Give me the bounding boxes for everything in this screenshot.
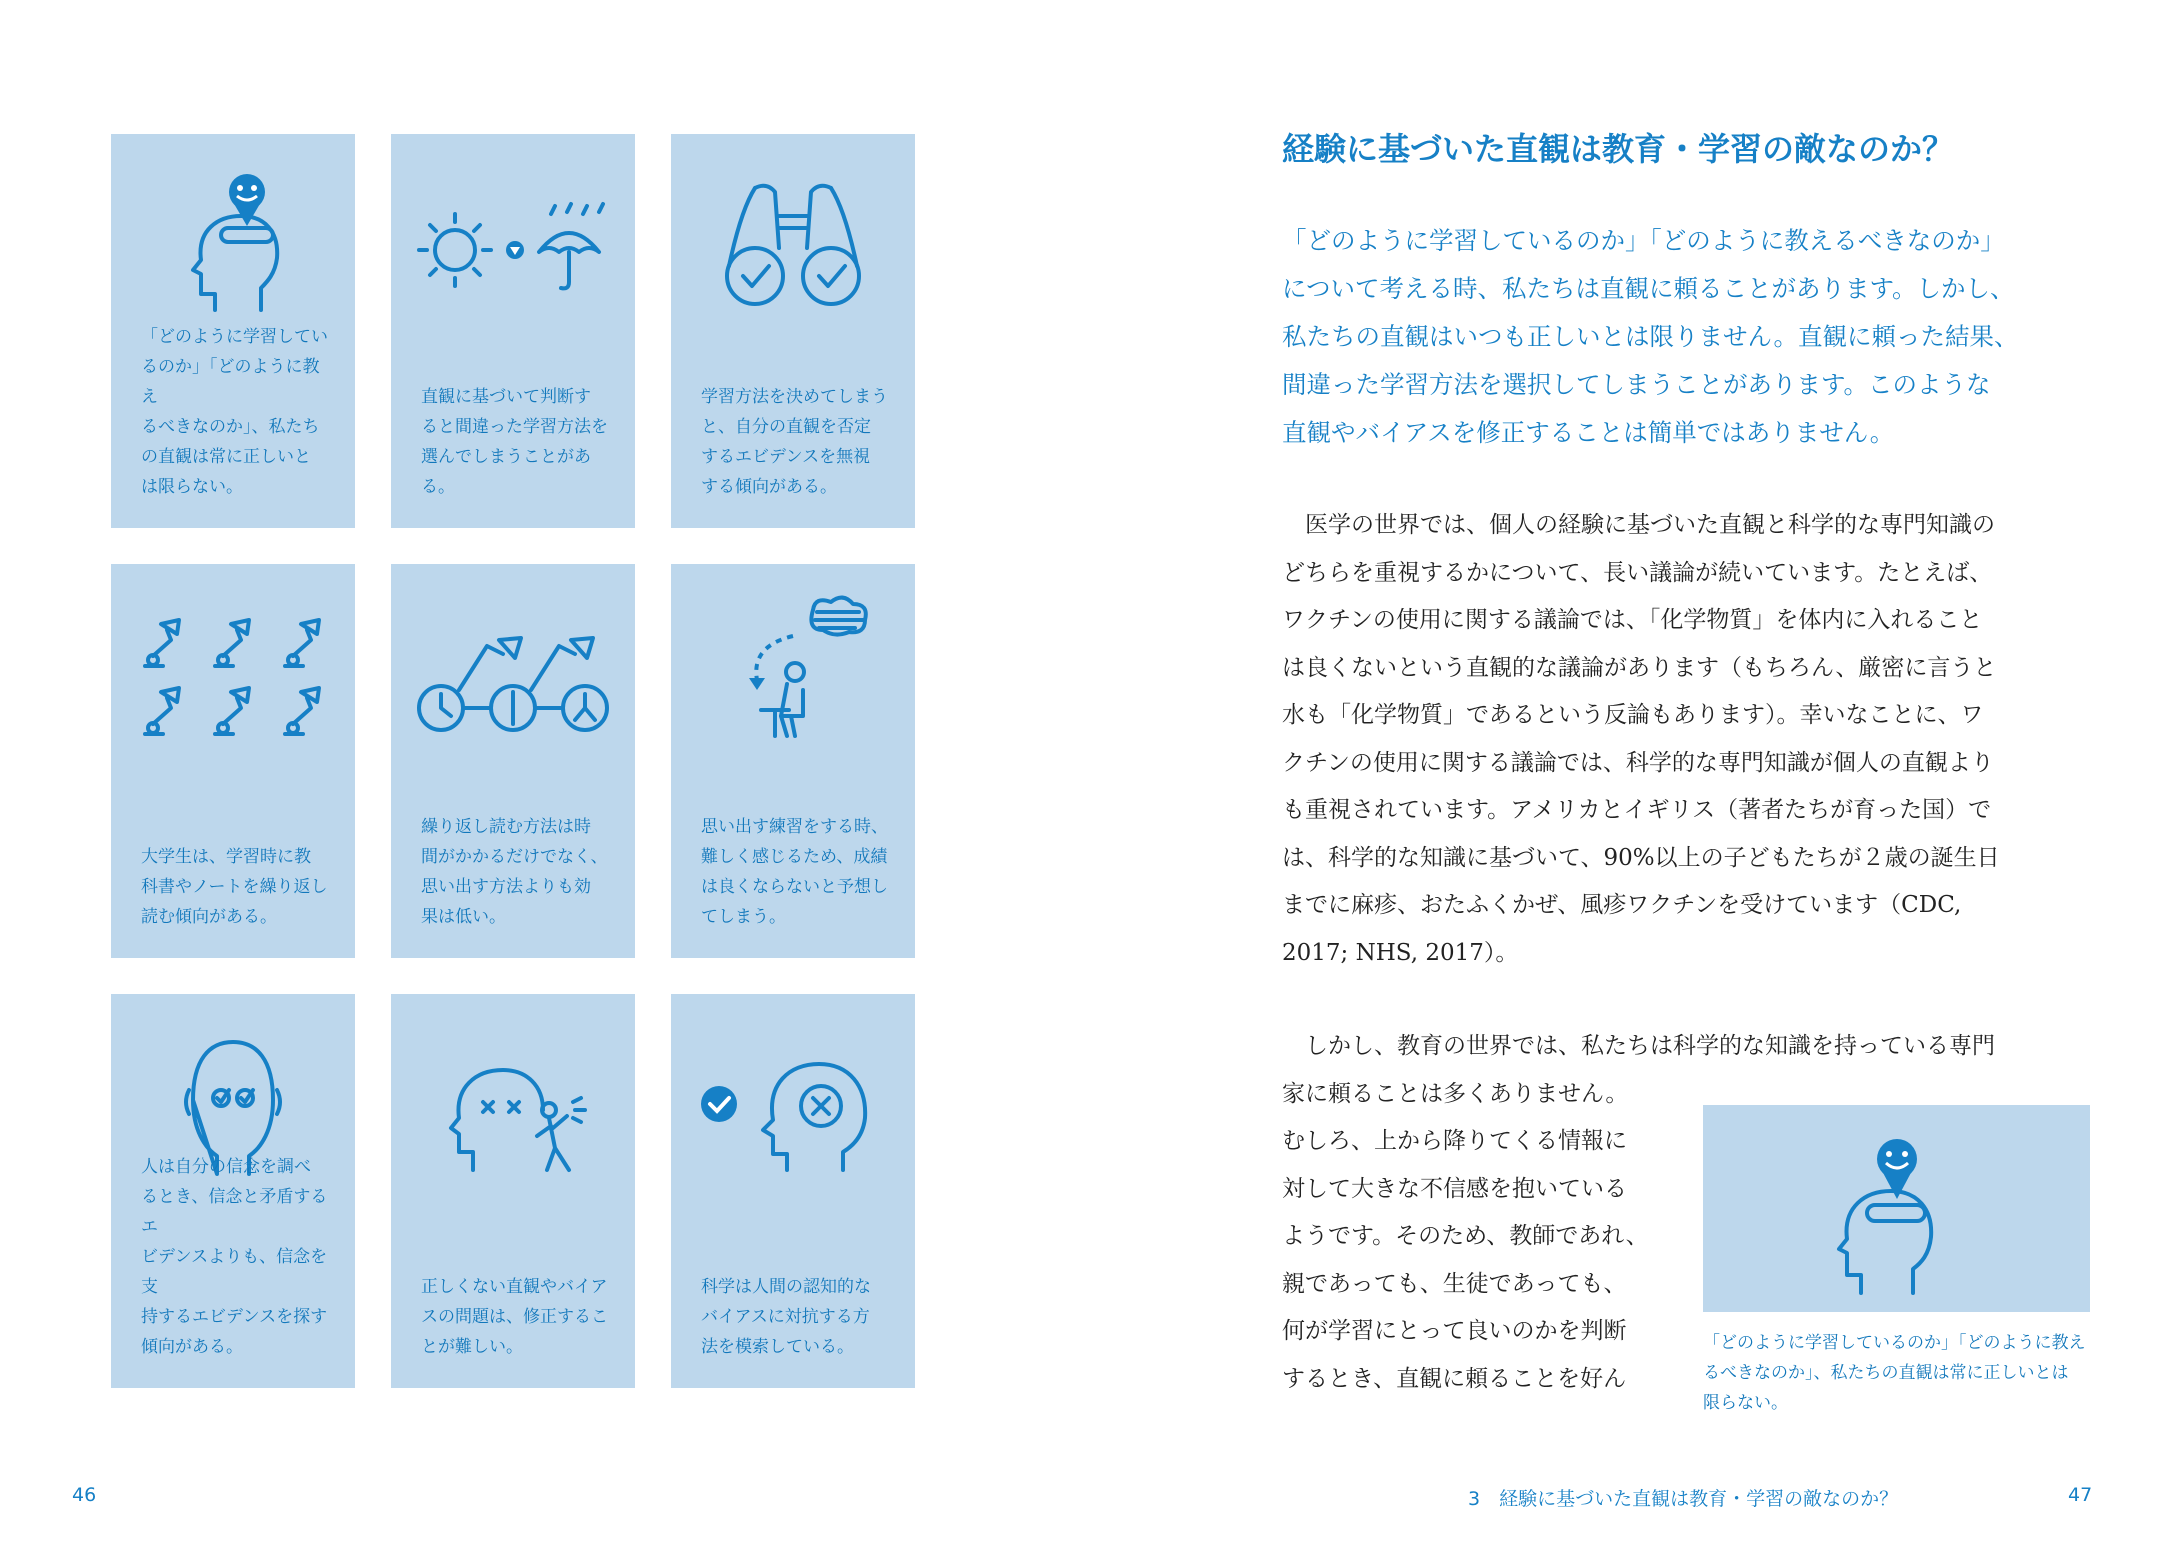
card-6	[671, 564, 915, 958]
card-caption: 学習方法を決めてしまう と、自分の直観を否定 するエビデンスを無視 する傾向がある。	[701, 387, 888, 497]
student-thinking-icon	[683, 600, 903, 740]
card-1	[111, 134, 355, 528]
head-check-eyes-icon	[123, 1030, 343, 1170]
card-5	[391, 564, 635, 958]
card-7	[111, 994, 355, 1388]
card-caption: 繰り返し読む方法は時 間がかかるだけでなく、 思い出す方法よりも効 果は低い。	[421, 817, 608, 927]
running-head: 3 経験に基づいた直観は教育・学習の敵なのか？	[1468, 1488, 1899, 1510]
binoculars-check-icon	[683, 170, 903, 310]
inset-figure	[1703, 1105, 2090, 1312]
sun-and-umbrella-icon	[403, 170, 623, 310]
six-lamps-icon	[123, 600, 343, 740]
page-number-left: 46	[72, 1484, 97, 1506]
card-caption: 思い出す練習をする時、 難しく感じるため、成績 は良くならないと予想し てしまう。	[701, 817, 888, 927]
card-caption: 科学は人間の認知的な バイアスに対抗する方 法を模索している。	[701, 1277, 871, 1357]
head-crossed-eyes-icon	[403, 1030, 623, 1170]
card-caption: 人は自分の信念を調べ るとき、信念と矛盾するエ ビデンスよりも、信念を支 持するエビデンスを探す 傾向がある。	[141, 1157, 328, 1357]
check-and-head-x-icon	[683, 1030, 903, 1170]
card-2	[391, 134, 635, 528]
head-with-smiley-icon	[123, 170, 343, 310]
body-paragraph-2: しかし、教育の世界では、私たちは科学的な知識を持っている専門 家に頼ることは多くありません。 むしろ、上から降りてくる情報に 対して大きな不信感を抱いている ようです。そのため、教師であれ、 親であっても、生徒であっても、 何が学習にとって良いのかを判断 するとき、直観に頼ることを好ん	[1282, 1033, 1995, 1392]
section-heading: 経験に基づいた直観は教育・学習の敵なのか？	[1282, 130, 1955, 168]
card-caption: 「どのように学習してい るのか」「どのように教え るべきなのか」、私たち の直観は常に正しいと は限らない。	[141, 327, 328, 497]
card-caption: 直観に基づいて判断す ると間違った学習方法を 選んでしまうことがある。	[421, 387, 608, 497]
card-8	[391, 994, 635, 1388]
page-number-right: 47	[2068, 1484, 2093, 1506]
card-3	[671, 134, 915, 528]
card-9	[671, 994, 915, 1388]
inset-caption: 「どのように学習しているのか」「どのように教え るべきなのか」、私たちの直観は常に正しいとは 限らない。	[1703, 1333, 2086, 1413]
head-with-smiley-icon	[1831, 1133, 1961, 1293]
lamps-and-clocks-icon	[403, 600, 623, 740]
card-4	[111, 564, 355, 958]
card-caption: 正しくない直観やバイア スの問題は、修正するこ とが難しい。	[421, 1277, 608, 1357]
lead-paragraph: 「どのように学習しているのか」「どのように教えるべきなのか」 について考える時、私たちは直観に頼ることがあります。しかし、 私たちの直観はいつも正しいとは限りません。直観に頼った結果、 間違った学習方法を選択してしまうことがあります。このような 直観やバイアスを修正することは簡単ではありません。	[1282, 226, 2019, 447]
card-caption: 大学生は、学習時に教 科書やノートを繰り返し 読む傾向がある。	[141, 847, 328, 927]
body-paragraph-1: 医学の世界では、個人の経験に基づいた直観と科学的な専門知識の どちらを重視するかについて、長い議論が続いています。たとえば、 ワクチンの使用に関する議論では、「化学物質」を体内に入れること は良くないという直観的な議論があります（もちろん、厳密に言うと 水も「化学物質」であるという反論もあります）。幸いなことに、ワ クチンの使用に関する議論では、科学的な専門知識が個人の直観より も重視されています。アメリカとイギリス（著者たちが育った国）で は、科学的な知識に基づいて、90%以上の子どもたちが２歳の誕生日 までに麻疹、おたふくかぜ、風疹ワクチンを受けています（CDC, 2017; NHS, 2017）。	[1282, 512, 2000, 966]
